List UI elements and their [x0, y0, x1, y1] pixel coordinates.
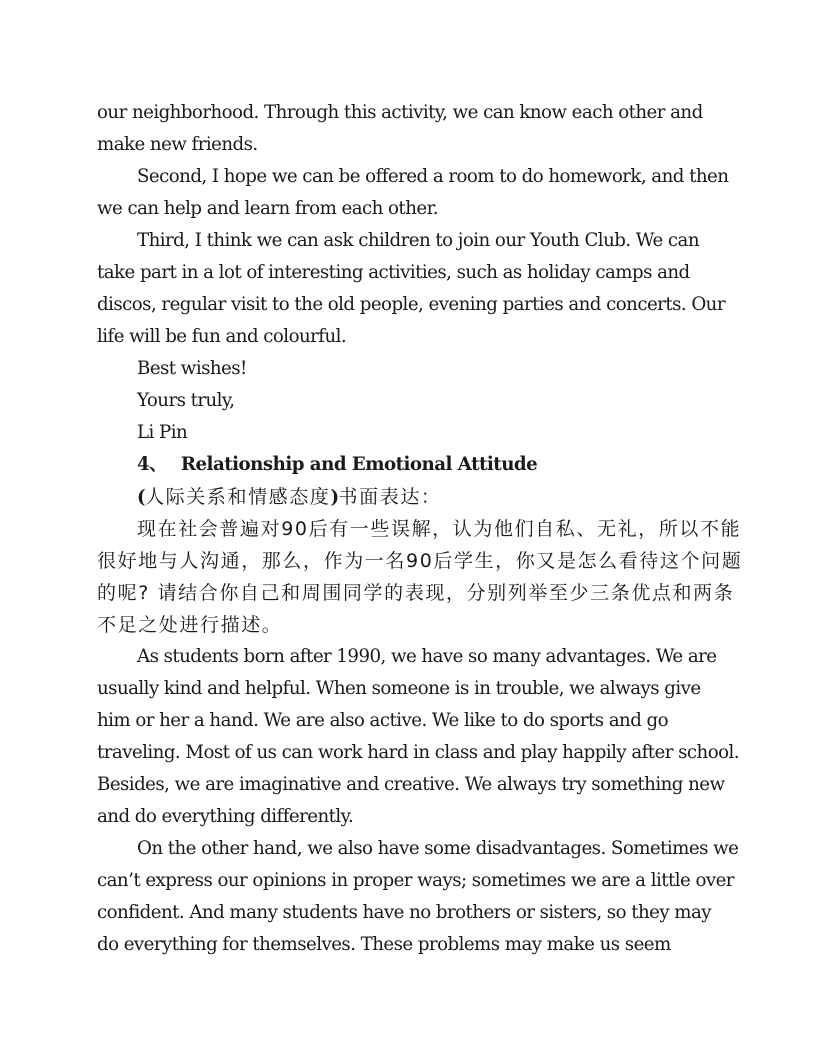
- paragraph-line: Second, I hope we can be offered a room to do homework, and then: [137, 166, 729, 187]
- paragraph-line: our neighborhood. Through this activity, we can know each other and: [97, 102, 703, 123]
- paragraph-line: we can help and learn from each other.: [97, 198, 438, 219]
- paragraph-line: can’t express our opinions in proper ways; sometimes we are a little over: [97, 870, 734, 891]
- section-title: Relationship and Emotional Attitude: [180, 454, 538, 475]
- paragraph-line: take part in a lot of interesting activities, such as holiday camps and: [97, 262, 690, 283]
- paragraph-line: and do everything differently.: [97, 806, 354, 827]
- prompt-line: 不足之处进行描述。: [97, 614, 283, 636]
- paragraph-line: traveling. Most of us can work hard in class and play happily after school.: [97, 742, 740, 763]
- closing-signoff: Yours truly,: [137, 390, 235, 411]
- section-heading: [97, 449, 722, 481]
- section-subtitle: [97, 481, 722, 513]
- paragraph-line: discos, regular visit to the old people, evening parties and concerts. Our: [97, 294, 725, 315]
- section-number: 4、: [137, 454, 167, 475]
- signature-name: Li Pin: [137, 422, 188, 443]
- paragraph-line: On the other hand, we also have some disadvantages. Sometimes we: [137, 838, 739, 859]
- paragraph-line: usually kind and helpful. When someone is in trouble, we always give: [97, 678, 701, 699]
- subtitle-paren-open: (: [137, 487, 146, 508]
- document-page: [97, 97, 743, 961]
- prompt-line: 很好地与人沟通，那么，作为一名90后学生，你又是怎么看待这个问题: [97, 550, 743, 572]
- paragraph-line: him or her a hand. We are also active. We like to do sports and go: [97, 710, 669, 731]
- prompt-line: 的呢? 请结合你自己和周围同学的表现，分别列举至少三条优点和两条: [97, 582, 735, 604]
- subtitle-tail: 书面表达：: [338, 486, 442, 508]
- paragraph-line: do everything for themselves. These problems may make us seem: [97, 934, 671, 955]
- subtitle-chinese: 人际关系和情感态度: [145, 486, 331, 508]
- subtitle-paren-close: ): [330, 487, 339, 508]
- paragraph-line: Third, I think we can ask children to join our Youth Club. We can: [137, 230, 699, 251]
- paragraph-line: make new friends.: [97, 134, 258, 155]
- prompt-line: 现在社会普遍对90后有一些误解，认为他们自私、无礼，所以不能: [137, 518, 742, 540]
- paragraph-line: life will be fun and colourful.: [97, 326, 347, 347]
- paragraph-line: Besides, we are imaginative and creative. We always try something new: [97, 774, 725, 795]
- paragraph-line: As students born after 1990, we have so many advantages. We are: [137, 646, 717, 667]
- paragraph-line: confident. And many students have no brothers or sisters, so they may: [97, 902, 712, 923]
- closing-wishes: Best wishes!: [137, 358, 247, 379]
